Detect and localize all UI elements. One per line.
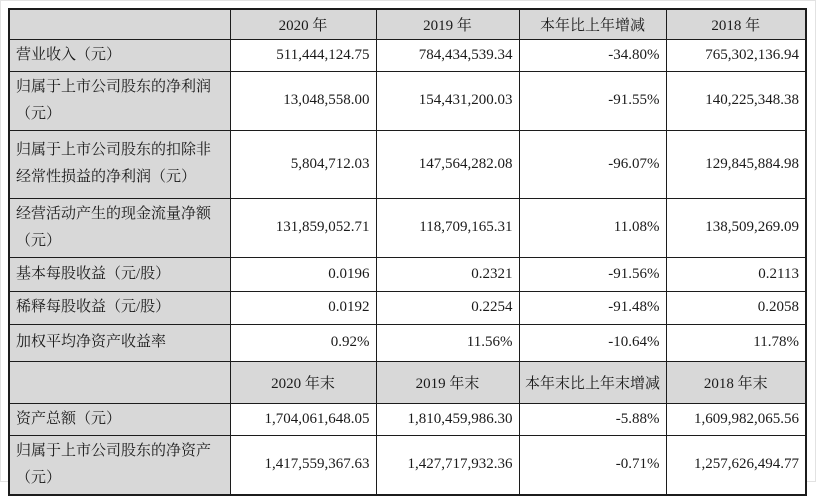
row-label: 基本每股收益（元/股） bbox=[9, 257, 230, 291]
table-row-basic-eps bbox=[9, 257, 806, 291]
header-cell-yoy-change: 本年比上年增减 bbox=[519, 9, 666, 39]
value-cell: 118,709,165.31 bbox=[376, 198, 519, 257]
value-cell: -96.07% bbox=[519, 130, 666, 198]
row-label: 稀释每股收益（元/股） bbox=[9, 291, 230, 324]
value-cell: -10.64% bbox=[519, 324, 666, 361]
value-cell: 0.92% bbox=[230, 324, 376, 361]
value-cell: 11.08% bbox=[519, 198, 666, 257]
row-label: 加权平均净资产收益率 bbox=[9, 324, 230, 361]
value-cell: 0.2321 bbox=[376, 257, 519, 291]
value-cell: 140,225,348.38 bbox=[666, 71, 806, 130]
value-cell: 0.2113 bbox=[666, 257, 806, 291]
value-cell: 765,302,136.94 bbox=[666, 39, 806, 71]
table-row-weighted-roe bbox=[9, 324, 806, 361]
row-label: 营业收入（元） bbox=[9, 39, 230, 71]
table-row-revenue bbox=[9, 39, 806, 71]
header-cell-2019: 2019 年 bbox=[376, 9, 519, 39]
value-cell: -5.88% bbox=[519, 403, 666, 435]
value-cell: 511,444,124.75 bbox=[230, 39, 376, 71]
value-cell: -0.71% bbox=[519, 435, 666, 495]
header-cell-2019-yearend: 2019 年末 bbox=[376, 361, 519, 403]
value-cell: 154,431,200.03 bbox=[376, 71, 519, 130]
header-cell-yearend-change: 本年末比上年末增减 bbox=[519, 361, 666, 403]
value-cell: 147,564,282.08 bbox=[376, 130, 519, 198]
yearend-header-row bbox=[9, 361, 806, 403]
table-row-net-profit bbox=[9, 71, 806, 130]
header-cell-2020-yearend: 2020 年末 bbox=[230, 361, 376, 403]
value-cell: 784,434,539.34 bbox=[376, 39, 519, 71]
value-cell: 1,417,559,367.63 bbox=[230, 435, 376, 495]
value-cell: 0.0196 bbox=[230, 257, 376, 291]
row-label: 归属于上市公司股东的净利润（元） bbox=[9, 71, 230, 130]
header-cell-2020: 2020 年 bbox=[230, 9, 376, 39]
value-cell: 1,427,717,932.36 bbox=[376, 435, 519, 495]
row-label: 资产总额（元） bbox=[9, 403, 230, 435]
value-cell: 5,804,712.03 bbox=[230, 130, 376, 198]
header-cell-blank bbox=[9, 9, 230, 39]
value-cell: -91.56% bbox=[519, 257, 666, 291]
value-cell: 11.56% bbox=[376, 324, 519, 361]
value-cell: 1,704,061,648.05 bbox=[230, 403, 376, 435]
table-row-net-profit-deducted bbox=[9, 130, 806, 198]
value-cell: 138,509,269.09 bbox=[666, 198, 806, 257]
value-cell: 1,257,626,494.77 bbox=[666, 435, 806, 495]
value-cell: 1,810,459,986.30 bbox=[376, 403, 519, 435]
header-cell-2018-yearend: 2018 年末 bbox=[666, 361, 806, 403]
value-cell: 0.2254 bbox=[376, 291, 519, 324]
table-row-operating-cash-flow bbox=[9, 198, 806, 257]
table-row-net-assets bbox=[9, 435, 806, 495]
value-cell: 11.78% bbox=[666, 324, 806, 361]
value-cell: -91.48% bbox=[519, 291, 666, 324]
table-row-total-assets bbox=[9, 403, 806, 435]
period-header-row bbox=[9, 9, 806, 39]
value-cell: 0.0192 bbox=[230, 291, 376, 324]
header-cell-blank bbox=[9, 361, 230, 403]
value-cell: 131,859,052.71 bbox=[230, 198, 376, 257]
row-label: 归属于上市公司股东的净资产（元） bbox=[9, 435, 230, 495]
value-cell: -91.55% bbox=[519, 71, 666, 130]
value-cell: 13,048,558.00 bbox=[230, 71, 376, 130]
header-cell-2018: 2018 年 bbox=[666, 9, 806, 39]
row-label: 归属于上市公司股东的扣除非经常性损益的净利润（元） bbox=[9, 130, 230, 198]
value-cell: 129,845,884.98 bbox=[666, 130, 806, 198]
value-cell: 0.2058 bbox=[666, 291, 806, 324]
table-row-diluted-eps bbox=[9, 291, 806, 324]
financial-summary-table bbox=[8, 8, 807, 496]
value-cell: 1,609,982,065.56 bbox=[666, 403, 806, 435]
value-cell: -34.80% bbox=[519, 39, 666, 71]
row-label: 经营活动产生的现金流量净额（元） bbox=[9, 198, 230, 257]
